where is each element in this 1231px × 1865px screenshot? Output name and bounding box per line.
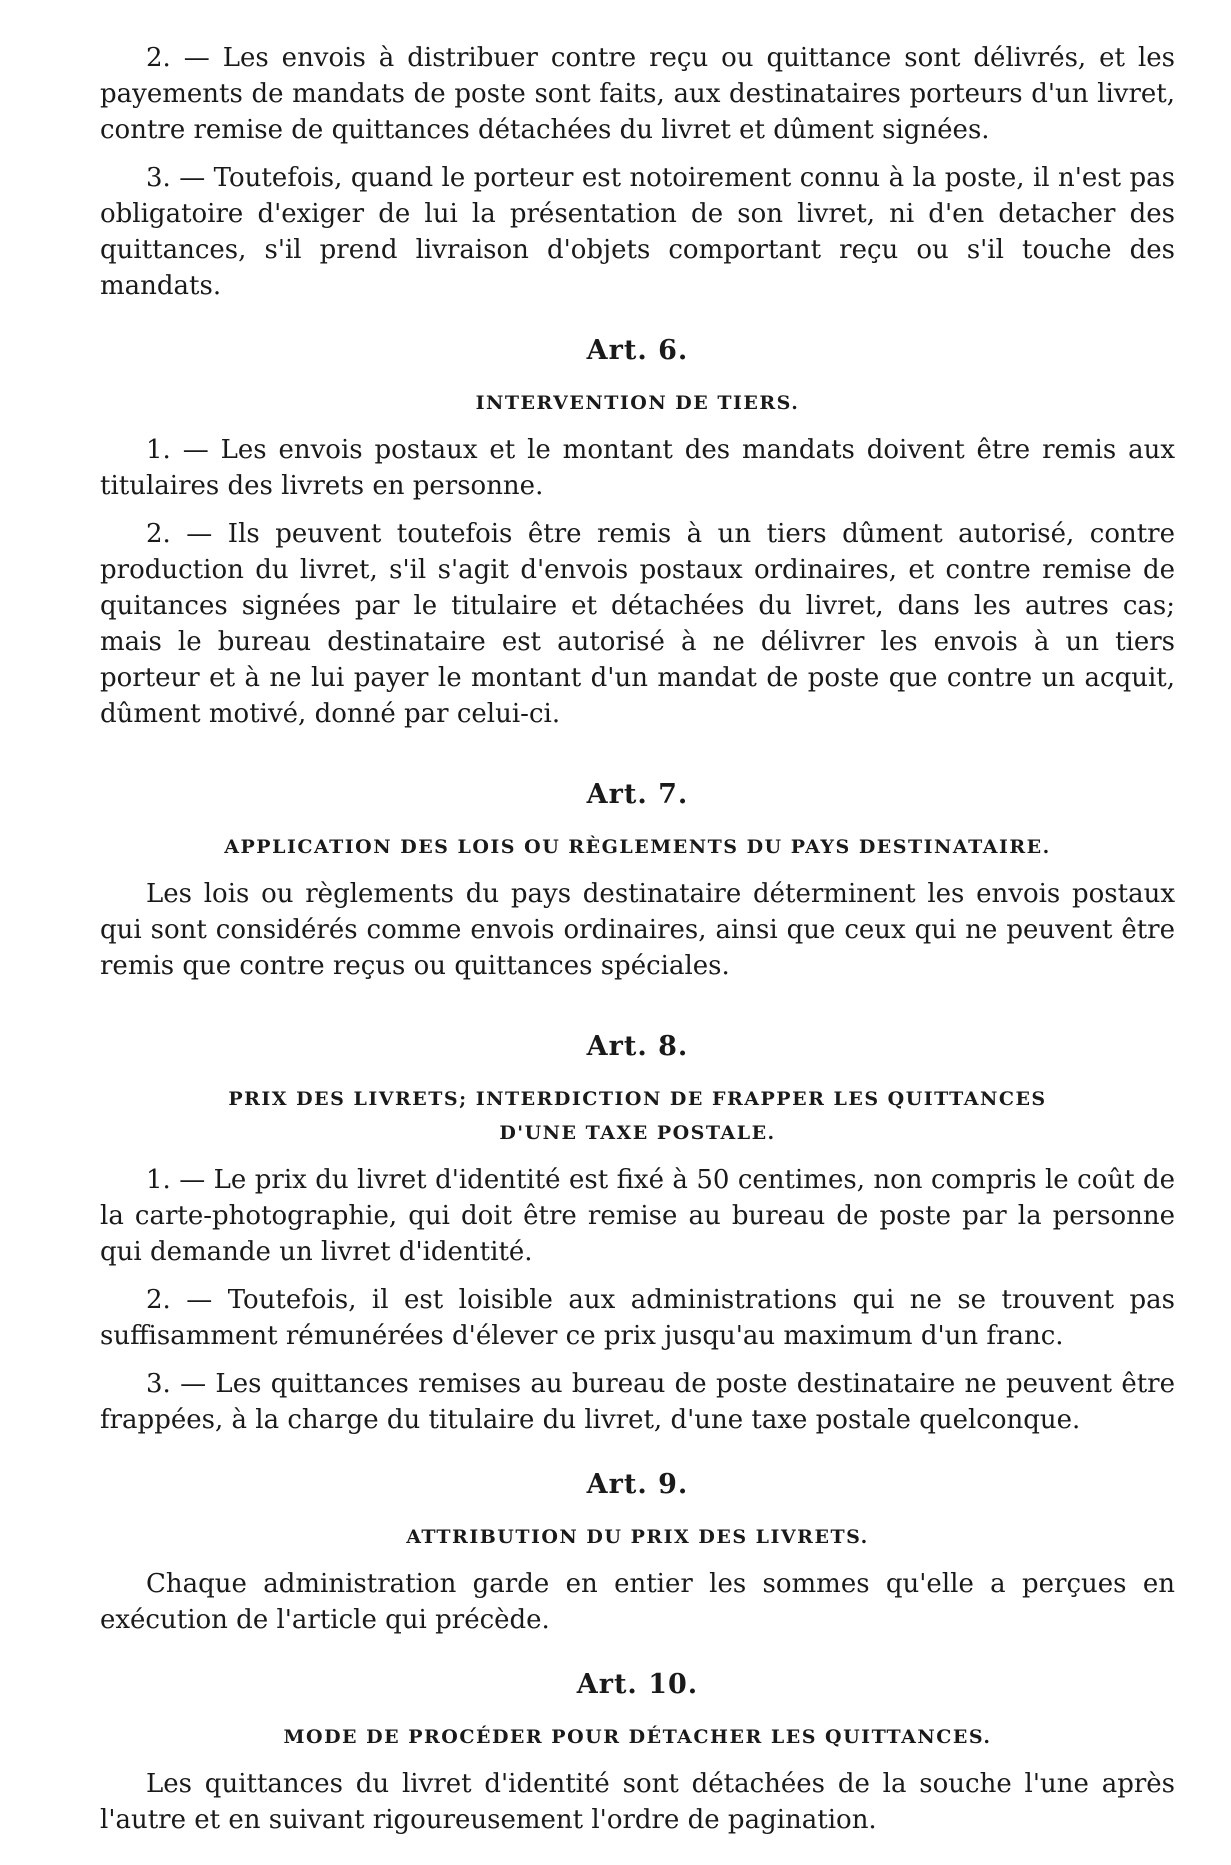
article-heading: Art. 6. (586, 335, 689, 366)
article-subtitle: PRIX DES LIVRETS; INTERDICTION DE FRAPPER LES QUITTANCES (228, 1088, 1047, 1110)
article-subtitle: ATTRIBUTION DU PRIX DES LIVRETS. (406, 1526, 869, 1548)
article-subtitle: APPLICATION DES LOIS OU RÈGLEMENTS DU PAYS DESTINATAIRE. (224, 836, 1051, 858)
paragraph: 3. — Toutefois, quand le porteur est notoirement connu à la poste, il n'est pas obligatoire d'exiger de lui la présentation de son livret, ni d'en detacher des quittances, s'il prend livraison d'objets comportant reçu ou s'il touche des mandats. (100, 163, 1175, 301)
article-subtitle: D'UNE TAXE POSTALE. (499, 1122, 776, 1144)
article-subtitle: INTERVENTION DE TIERS. (475, 392, 800, 414)
article-subtitle: MODE DE PROCÉDER POUR DÉTACHER LES QUITTANCES. (283, 1726, 992, 1748)
paragraph: Les lois ou règlements du pays destinataire déterminent les envois postaux qui sont considérés comme envois ordinaires, ainsi que ceux qui ne peuvent être remis que contre reçus ou quittances spéciales. (100, 879, 1175, 981)
paragraph: 1. — Le prix du livret d'identité est fixé à 50 centimes, non compris le coût de la carte-photographie, qui doit être remise au bureau de poste par la personne qui demande un livret d'identité. (100, 1165, 1175, 1267)
document-page (100, 40, 1175, 1838)
paragraph: 2. — Ils peuvent toutefois être remis à un tiers dûment autorisé, contre production du livret, s'il s'agit d'envois postaux ordinaires, et contre remise de quitances signées par le titulaire et détachées du livret, dans les autres cas; mais le bureau destinataire est autorisé à ne délivrer les envois à un tiers porteur et à ne lui payer le montant d'un mandat de poste que contre un acquit, dûment motivé, donné par celui-ci. (100, 519, 1175, 729)
paragraph: Chaque administration garde en entier les sommes qu'elle a perçues en exécution de l'article qui précède. (100, 1569, 1175, 1635)
article-heading: Art. 7. (586, 779, 689, 810)
paragraph: 2. — Les envois à distribuer contre reçu ou quittance sont délivrés, et les payements de mandats de poste sont faits, aux destinataires porteurs d'un livret, contre remise de quittances détachées du livret et dûment signées. (100, 43, 1175, 145)
article-heading: Art. 9. (586, 1469, 689, 1500)
article-heading: Art. 8. (586, 1031, 689, 1062)
paragraph: Les quittances du livret d'identité sont détachées de la souche l'une après l'autre et en suivant rigoureusement l'ordre de pagination. (100, 1769, 1175, 1835)
article-heading: Art. 10. (576, 1669, 699, 1700)
paragraph: 3. — Les quittances remises au bureau de poste destinataire ne peuvent être frappées, à la charge du titulaire du livret, d'une taxe postale quelconque. (100, 1369, 1175, 1435)
paragraph: 1. — Les envois postaux et le montant des mandats doivent être remis aux titulaires des livrets en personne. (100, 435, 1175, 501)
paragraph: 2. — Toutefois, il est loisible aux administrations qui ne se trouvent pas suffisamment rémunérées d'élever ce prix jusqu'au maximum d'un franc. (100, 1285, 1175, 1351)
